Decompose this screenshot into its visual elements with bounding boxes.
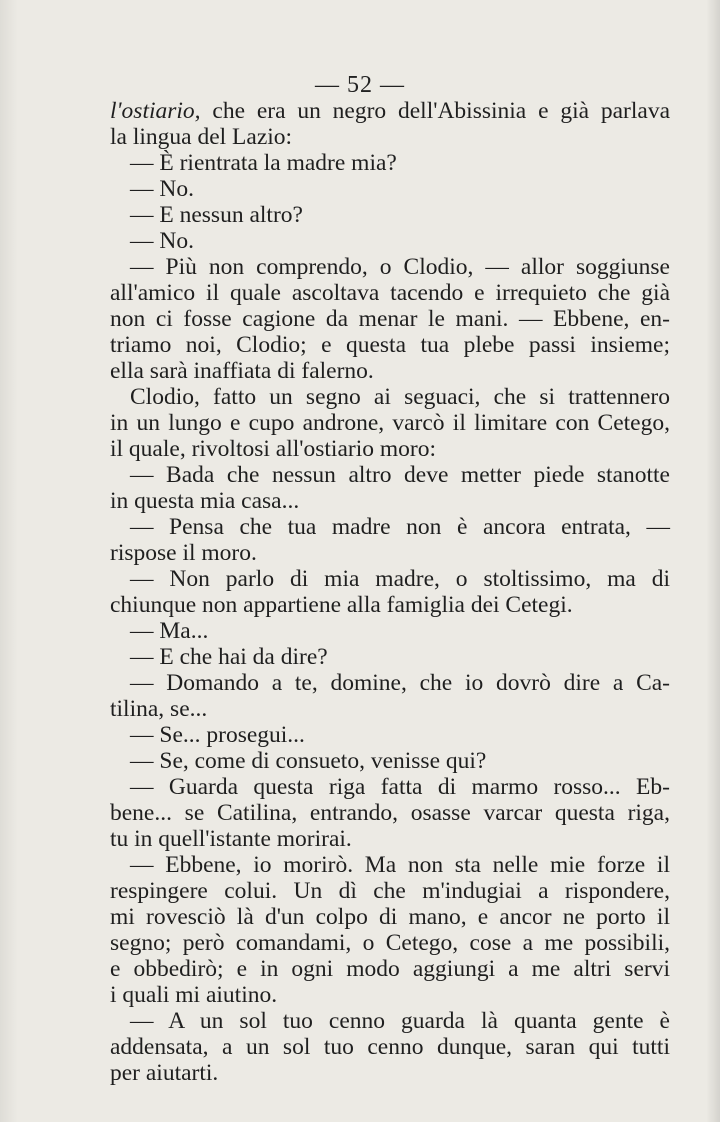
text-line [110,358,670,384]
line-text: in questa mia casa... [110,488,300,514]
text-line [110,254,670,280]
text-line [110,1008,670,1034]
text-line [110,956,670,982]
text-line [110,514,670,540]
text-line [110,124,670,150]
text-line [110,488,670,514]
text-line [110,800,670,826]
line-text: segno; però comandami, o Cetego, cose a me possibili, [110,930,670,956]
line-text: respingere colui. Un dì che m'indugiai a rispondere, [110,878,670,904]
line-text: — E che hai da dire? [130,644,328,670]
text-line [110,644,670,670]
text-line [110,150,670,176]
text-line [110,280,670,306]
page-number: — 52 — [315,72,405,98]
text-line [110,228,670,254]
line-text: — Più non comprendo, o Clodio, — allor soggiunse [130,254,670,280]
text-line [110,748,670,774]
line-text: e obbedirò; e in ogni modo aggiungi a me altri servi [110,956,670,982]
text-line [110,774,670,800]
line-text: — Bada che nessun altro deve metter piede stanotte [130,462,670,488]
text-line [110,176,670,202]
text-line [110,592,670,618]
text-line [110,696,670,722]
line-text: i quali mi aiutino. [110,982,278,1008]
body-text [110,98,670,1086]
line-text: — Non parlo di mia madre, o stoltissimo, ma di [130,566,670,592]
line-text: per aiutarti. [110,1060,219,1086]
line-text: in un lungo e cupo androne, varcò il limitare con Cetego, [110,410,670,436]
line-text: chiunque non appartiene alla famiglia dei Cetegi. [110,592,573,618]
text-line [110,332,670,358]
text-line [110,410,670,436]
italic-word: l'ostiario, [110,98,201,124]
line-text: — Se, come di consueto, venisse qui? [130,748,487,774]
text-line [110,904,670,930]
line-text: — A un sol tuo cenno guarda là quanta gente è [130,1008,670,1034]
line-text: la lingua del Lazio: [110,124,293,150]
line-text: — E nessun altro? [130,202,303,228]
text-line [110,1034,670,1060]
line-text: che era un negro dell'Abissinia e già parlava [200,98,670,124]
text-line [110,826,670,852]
text-line [110,436,670,462]
text-line [110,384,670,410]
text-line [110,852,670,878]
line-text: — Guarda questa riga fatta di marmo rosso... Eb- [130,774,670,800]
line-text: — È rientrata la madre mia? [130,150,397,176]
text-line [110,618,670,644]
text-line [110,98,670,124]
text-line [110,878,670,904]
line-text: il quale, rivoltosi all'ostiario moro: [110,436,437,462]
line-text: tu in quell'istante morirai. [110,826,352,852]
text-line [110,670,670,696]
text-line [110,722,670,748]
line-text: — Ebbene, io morirò. Ma non sta nelle mie forze il [130,852,670,878]
line-text: — Pensa che tua madre non è ancora entrata, — [130,514,670,540]
text-line [110,462,670,488]
text-line [110,306,670,332]
text-line [110,540,670,566]
line-text: rispose il moro. [110,540,257,566]
line-text: all'amico il quale ascoltava tacendo e irrequieto che già [110,280,670,306]
text-line [110,982,670,1008]
line-text: tilina, se... [110,696,208,722]
line-text: ella sarà inaffiata di falerno. [110,358,374,384]
line-text: addensata, a un sol tuo cenno dunque, saran qui tutti [110,1034,670,1060]
line-text: mi rovesciò là d'un colpo di mano, e ancor ne porto il [110,904,670,930]
text-line [110,202,670,228]
line-text: — Domando a te, domine, che io dovrò dire a Ca- [130,670,670,696]
line-text: bene... se Catilina, entrando, osasse varcar questa riga, [110,800,670,826]
line-text: triamo noi, Clodio; e questa tua plebe passi insieme; [110,332,670,358]
text-line [110,1060,670,1086]
line-text: — No. [130,176,194,202]
line-text: — Ma... [130,618,209,644]
line-text: — Se... prosegui... [130,722,305,748]
line-text: — No. [130,228,194,254]
line-text: non ci fosse cagione da menar le mani. — Ebbene, en- [110,306,670,332]
text-line [110,566,670,592]
text-line [110,930,670,956]
line-text: Clodio, fatto un segno ai seguaci, che si trattennero [130,384,670,410]
